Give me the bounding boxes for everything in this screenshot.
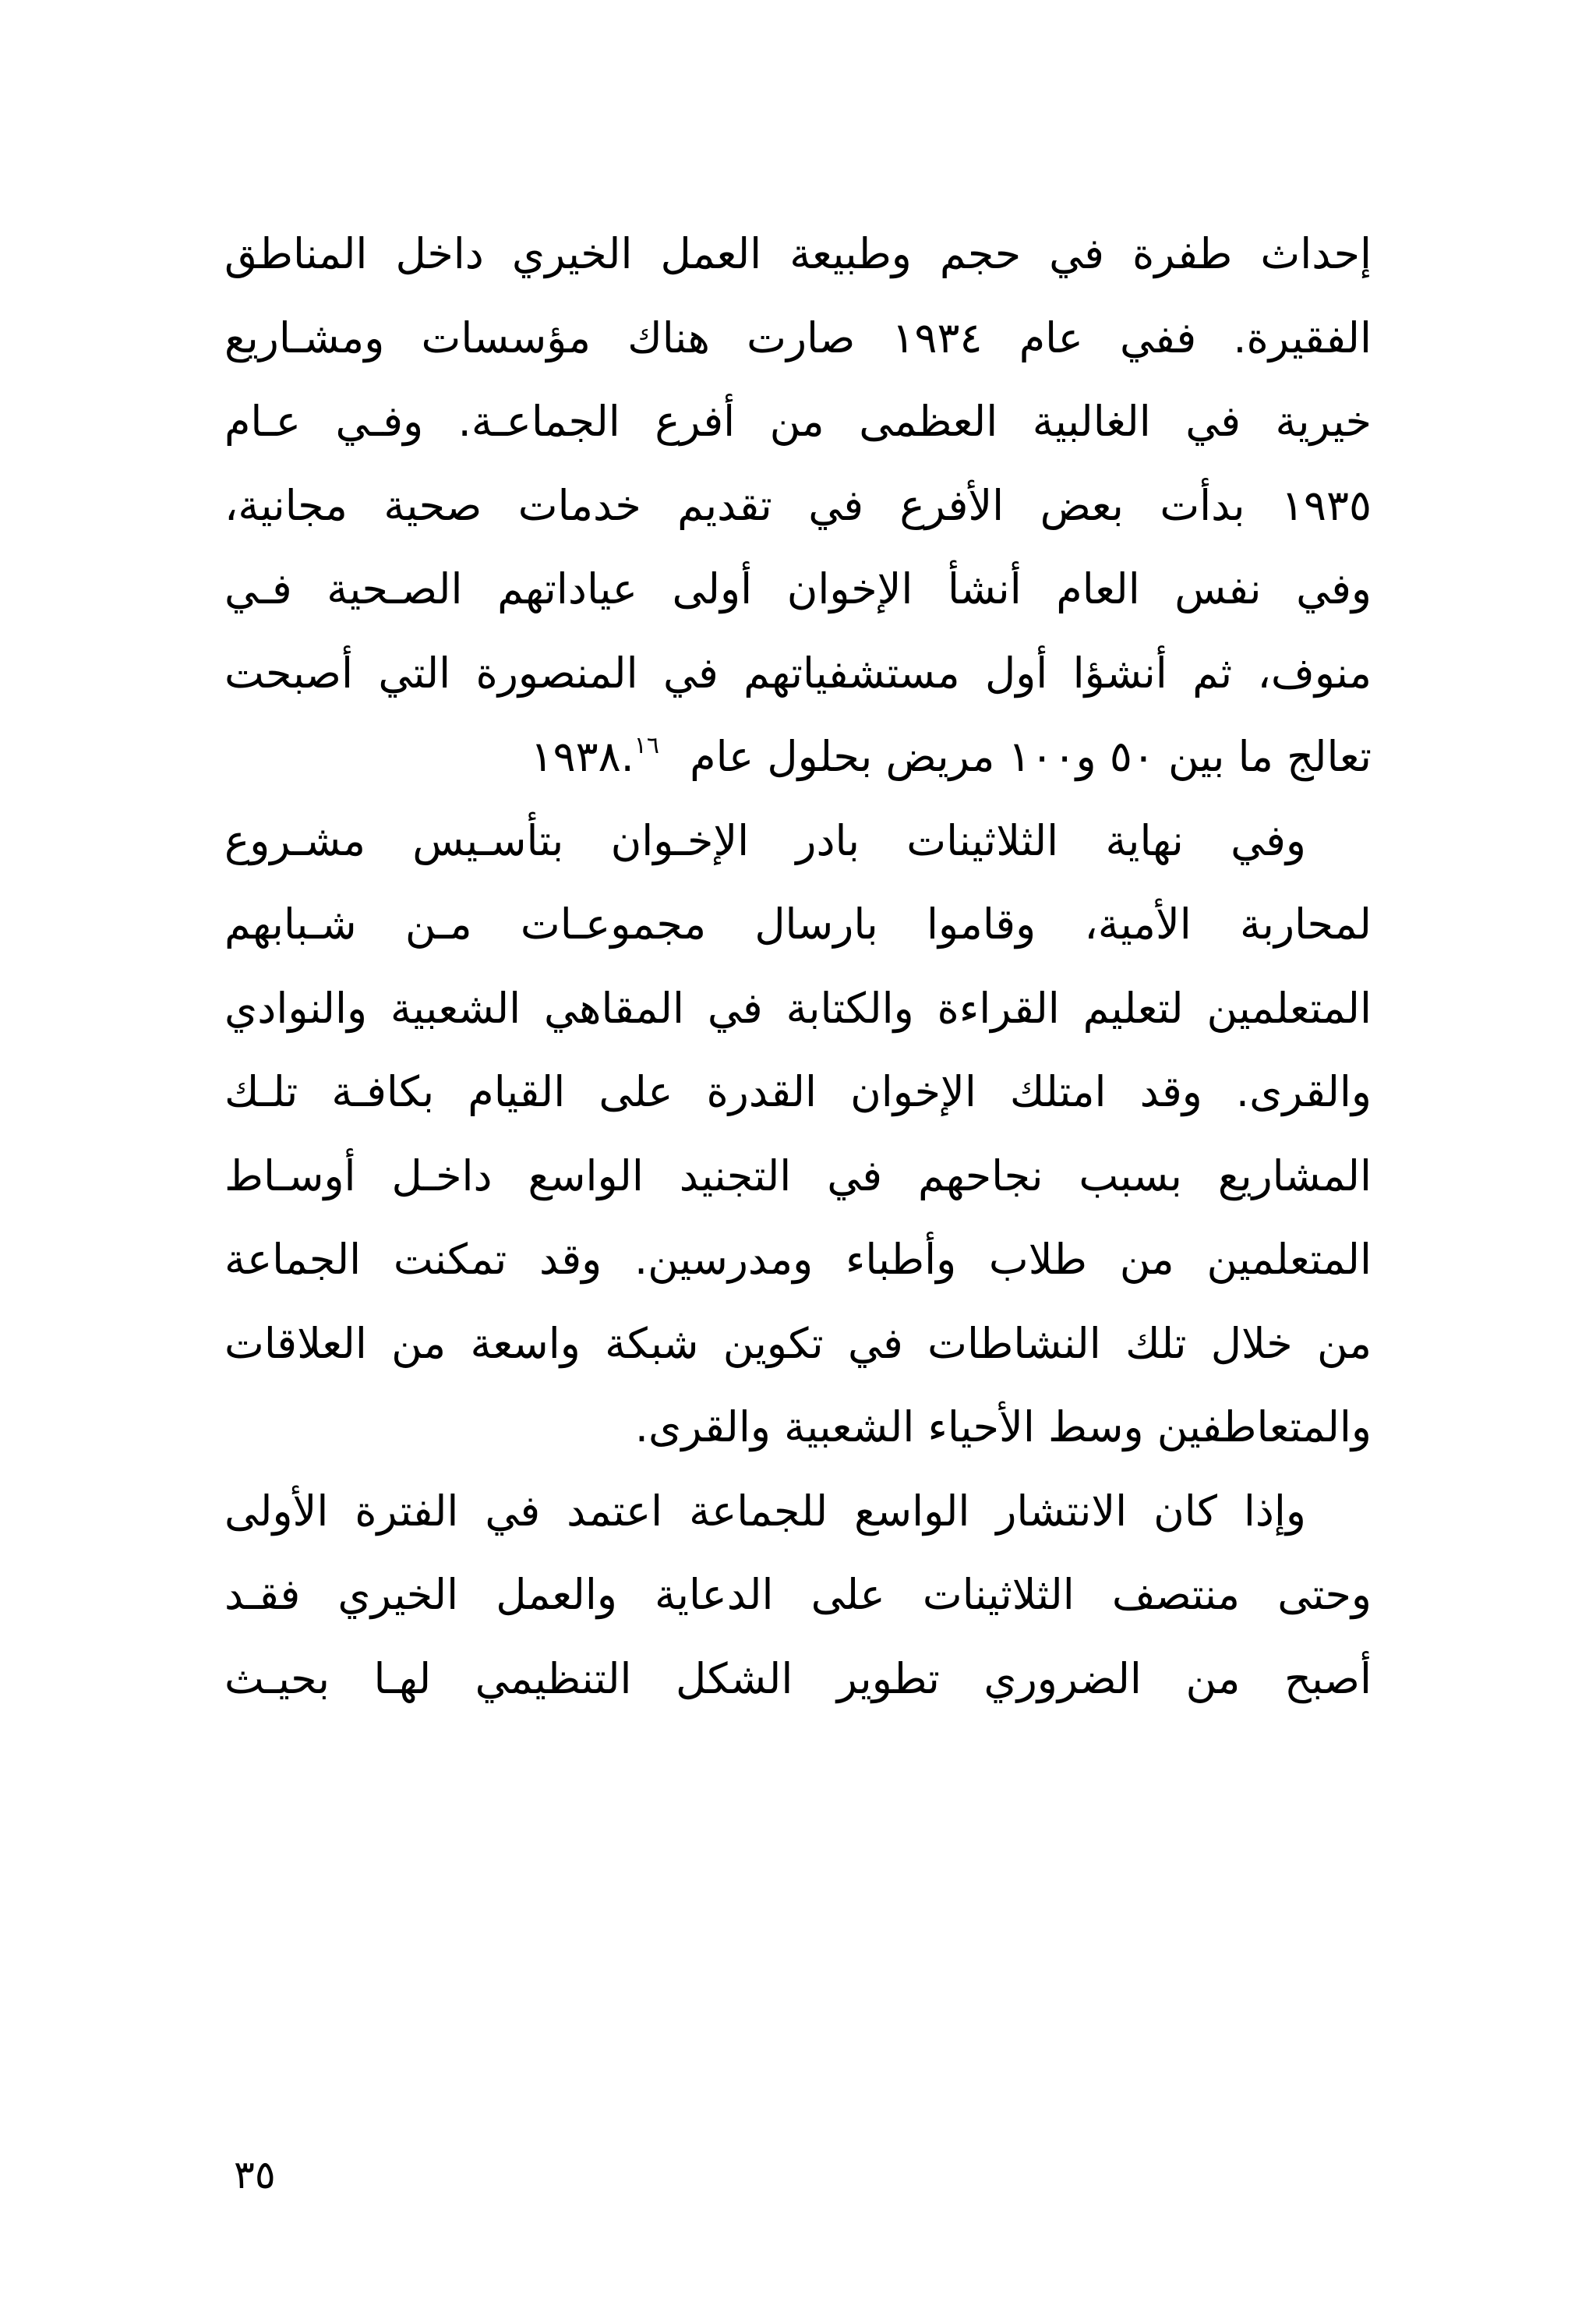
footnote-reference[interactable]: ١٦ <box>634 732 659 759</box>
text-line-last <box>224 715 1372 799</box>
text-line-last <box>224 1385 1372 1469</box>
text-line: المشاريع بسبب نجاحهم في التجنيد الواسع داخـل أوسـاط <box>224 1151 1372 1200</box>
text-line: إحداث طفرة في حجم وطبيعة العمل الخيري داخل المناطق <box>224 229 1372 278</box>
text-line: المتعلمين من طلاب وأطباء ومدرسين. وقد تمكنت الجماعة <box>224 1235 1372 1284</box>
text-line: من خلال تلك النشاطات في تكوين شبكة واسعة من العلاقات <box>224 1318 1372 1368</box>
text-line: وإذا كان الانتشار الواسع للجماعة اعتمد في الفترة الأولى <box>224 1486 1306 1536</box>
page-number: ٣٥ <box>234 2152 276 2197</box>
text-line: لمحاربة الأمية، وقاموا بارسال مجموعـات مـن شـبابهم <box>224 900 1372 949</box>
text-line: ١٩٣٥ بدأت بعض الأفرع في تقديم خدمات صحية مجانية، <box>224 480 1372 530</box>
text-line: وفي نهاية الثلاثينات بادر الإخـوان بتأسـيس مشـروع <box>224 815 1306 865</box>
text-line: الفقيرة. ففي عام ١٩٣٤ صارت هناك مؤسسات ومشـاريع <box>224 313 1372 362</box>
text-line: والقرى. وقد امتلك الإخوان القدرة على القيام بكافـة تلـك <box>224 1067 1372 1116</box>
text-line-content: والمتعاطفين وسط الأحياء الشعبية والقرى. <box>634 1402 1372 1451</box>
body-text <box>224 212 1372 1720</box>
text-line: خيرية في الغالبية العظمى من أفرع الجماعـة. وفـي عـام <box>224 397 1372 446</box>
text-line: وحتى منتصف الثلاثينات على الدعاية والعمل الخيري فقـد <box>224 1570 1372 1619</box>
text-line: وفي نفس العام أنشأ الإخوان أولى عياداتهم الصـحية فـي <box>224 564 1372 613</box>
text-line: أصبح من الضروري تطوير الشكل التنظيمي لهـا بحيـث <box>224 1653 1372 1703</box>
text-line-content: تعالج ما بين ٥٠ و١٠٠ مريض بحلول عام ١٩٣٨. <box>530 732 1372 781</box>
text-line: المتعلمين لتعليم القراءة والكتابة في المقاهي الشعبية والنوادي <box>224 983 1372 1033</box>
text-line: منوف، ثم أنشؤا أول مستشفياتهم في المنصورة التي أصبحت <box>224 648 1372 698</box>
